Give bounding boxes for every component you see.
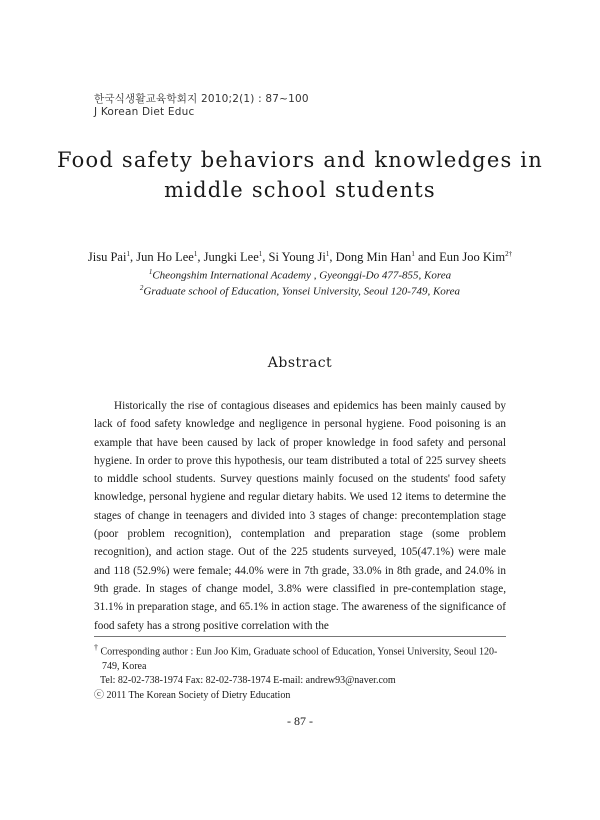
author-name: Eun Joo Kim [439, 250, 506, 265]
author-separator: , [197, 250, 204, 265]
paper-title-line-1: Food safety behaviors and knowledges in [57, 148, 543, 172]
paper-title-line-2: middle school students [164, 178, 436, 202]
corresponding-author-text: Corresponding author : Eun Joo Kim, Graduate school of Education, Yonsei University, Seoul 120-749, Korea [100, 646, 498, 672]
footnote-marker: † [94, 643, 98, 652]
affiliation-marker: 1 [148, 268, 153, 276]
affiliation-text: Cheongshim International Academy , Gyeonggi-Do 477-855, Korea [152, 269, 452, 282]
author-affiliation-marker: 1 [411, 250, 415, 258]
author-affiliation-marker: 1 [193, 250, 198, 258]
affiliation-1 [0, 268, 600, 282]
author-affiliation-marker: 1 [258, 250, 263, 258]
contact-info: Tel: 82-02-738-1974 Fax: 82-02-738-1974 E-mail: andrew93@naver.com [100, 675, 396, 687]
footnote-divider [94, 636, 506, 637]
author-name: Jungki Lee [203, 250, 259, 265]
author-list [0, 250, 600, 265]
corresponding-author-note [94, 641, 506, 674]
author-affiliation-marker: 2† [505, 250, 513, 258]
author-separator: and [414, 250, 440, 265]
author-name: Dong Min Han [335, 250, 412, 265]
paper-title [0, 145, 600, 205]
affiliation-marker: 2 [139, 284, 144, 292]
footnotes [94, 641, 506, 703]
abstract-heading: Abstract [267, 355, 333, 371]
journal-abbreviation: J Korean Diet Educ [94, 106, 195, 118]
abstract-body: Historically the rise of contagious diseases and epidemics has been mainly caused by lack of food safety knowledge and negligence in personal hygiene. Food poisoning is an example that have been caused by lack of proper knowledge in food safety and personal hygiene. In order to prove this hypothesis, our team distributed a total of 225 survey sheets to middle school students. Survey questions mainly focused on the students' food safety knowledge, personal hygiene and regular dietary habits. We used 12 items to determine the stages of change in teenagers and divided into 3 stages of change: precontemplation stage (poor problem recognition), contemplation and preparation stage (some problem recognition), and action stage. Out of the 225 students surveyed, 105(47.1%) were male and 118 (52.9%) were female; 44.0% were in 7th grade, 33.0% in 8th grade, and 24.0% in 9th grade. In stages of change model, 3.8% were classified in pre-contemplation stage, 31.1% in preparation stage, and 65.1% in action stage. The awareness of the significance of food safety has a strong positive correlation with the [94, 400, 506, 632]
journal-citation [94, 93, 309, 119]
author-affiliation-marker: 1 [126, 250, 130, 258]
affiliation-2 [0, 284, 600, 298]
author-separator: , [262, 250, 269, 265]
author-affiliation-marker: 1 [325, 250, 330, 258]
page-number: - 87 - [287, 714, 313, 728]
journal-citation-korean: 한국식생활교육학회지 2010;2(1) : 87~100 [94, 93, 309, 105]
affiliation-text: Graduate school of Education, Yonsei University, Seoul 120-749, Korea [143, 285, 461, 298]
author-name: Jun Ho Lee [136, 250, 194, 265]
author-separator: , [129, 250, 137, 265]
copyright-notice: ⓒ 2011 The Korean Society of Dietry Education [94, 689, 291, 701]
author-name: Si Young Ji [268, 250, 326, 265]
author-name: Jisu Pai [87, 250, 127, 265]
author-separator: , [329, 250, 336, 265]
